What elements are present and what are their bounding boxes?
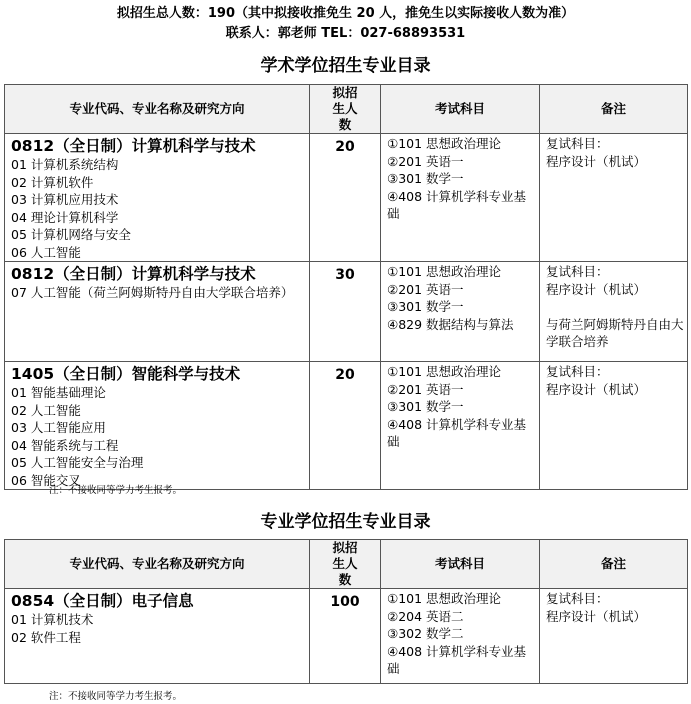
enrollment-summary: 拟招生总人数：190（其中拟接收推免生 20 人，推免生以实际接收人数为准） [116,6,575,21]
col-header-notes: 备注 [540,540,688,589]
col-header-major: 专业代码、专业名称及研究方向 [5,85,310,134]
exam-subject: ①101 思想政治理论 [387,364,502,379]
note-line: 复试科目： [546,591,609,606]
academic-catalog-title: 学术学位招生专业目录 [260,56,431,76]
major-title: 1405（全日制）智能科学与技术 [11,365,241,383]
exam-subjects-cell [381,262,540,362]
exam-subject: ②201 英语一 [387,381,464,397]
table-row [5,589,688,684]
major-title: 0812（全日制）计算机科学与技术 [11,265,256,283]
footnote: 注：不接收同等学力考生报考。 [49,691,183,702]
direction-item: 01 计算机技术 [11,612,94,627]
exam-subject: ①101 思想政治理论 [387,136,502,151]
notes-cell [540,589,688,684]
note-line: 复试科目： [546,364,609,379]
direction-item: 03 人工智能应用 [11,420,106,435]
note-line: 程序设计（机试） [546,281,647,297]
table-row [5,262,688,362]
major-cell [5,134,310,262]
direction-item: 02 软件工程 [11,629,81,645]
direction-item: 02 人工智能 [11,402,81,418]
col-header-count: 拟招生人数 [310,85,381,134]
major-title: 0854（全日制）电子信息 [11,592,194,610]
exam-subject: ①101 思想政治理论 [387,264,502,279]
direction-item: 04 理论计算机科学 [11,209,119,225]
exam-subjects-cell [381,362,540,490]
direction-item: 06 智能交叉 [11,472,81,488]
direction-item: 04 智能系统与工程 [11,437,119,453]
major-title: 0812（全日制）计算机科学与技术 [11,137,256,155]
note-line: 程序设计（机试） [546,153,647,169]
col-header-count: 拟招生人数 [310,540,381,589]
direction-item: 01 计算机系统结构 [11,157,119,172]
contact-info: 联系人：郭老师 TEL：027-68893531 [225,26,466,41]
major-cell [5,262,310,362]
footnote: 注：不接收同等学力考生报考。 [49,485,183,496]
direction-item: 06 人工智能 [11,244,81,260]
exam-subject: ③301 数学一 [387,171,464,186]
exam-subject: ③302 数学二 [387,626,464,641]
direction-item: 03 计算机应用技术 [11,192,119,207]
academic-catalog-table [4,84,688,490]
enrollment-count: 20 [310,362,381,490]
exam-subject: ④408 计算机学科专业基础 [387,643,527,676]
notes-cell [540,262,688,362]
exam-subject: ②204 英语二 [387,608,464,624]
exam-subject: ②201 英语一 [387,281,464,297]
table-row [5,362,688,490]
table-row [5,134,688,262]
table-header-row [5,85,688,134]
professional-catalog-title: 专业学位招生专业目录 [260,512,431,532]
note-line: 程序设计（机试） [546,381,647,397]
note-line: 程序设计（机试） [546,608,647,624]
enrollment-count: 30 [310,262,381,362]
direction-item: 07 人工智能（荷兰阿姆斯特丹自由大学联合培养） [11,285,294,300]
exam-subjects-cell [381,589,540,684]
note-line: 复试科目： [546,264,609,279]
direction-item: 05 计算机网络与安全 [11,227,131,242]
exam-subject: ④408 计算机学科专业基础 [387,188,527,221]
exam-subject: ④408 计算机学科专业基础 [387,416,527,449]
col-header-notes: 备注 [540,85,688,134]
enrollment-count: 100 [310,589,381,684]
note-line: 复试科目： [546,136,609,151]
exam-subject: ④829 数据结构与算法 [387,316,514,332]
exam-subjects-cell [381,134,540,262]
col-header-major: 专业代码、专业名称及研究方向 [5,540,310,589]
major-cell [5,362,310,490]
exam-subject: ③301 数学一 [387,299,464,314]
col-header-subjects: 考试科目 [381,85,540,134]
notes-cell [540,362,688,490]
note-line: 与荷兰阿姆斯特丹自由大学联合培养 [546,316,684,349]
direction-item: 01 智能基础理论 [11,385,106,400]
enrollment-count: 20 [310,134,381,262]
notes-cell [540,134,688,262]
note-spacer [546,298,685,316]
direction-item: 05 人工智能安全与治理 [11,455,144,470]
table-header-row [5,540,688,589]
direction-item: 02 计算机软件 [11,174,94,190]
exam-subject: ③301 数学一 [387,399,464,414]
exam-subject: ②201 英语一 [387,153,464,169]
exam-subject: ①101 思想政治理论 [387,591,502,606]
col-header-subjects: 考试科目 [381,540,540,589]
professional-catalog-table [4,539,688,684]
major-cell [5,589,310,684]
